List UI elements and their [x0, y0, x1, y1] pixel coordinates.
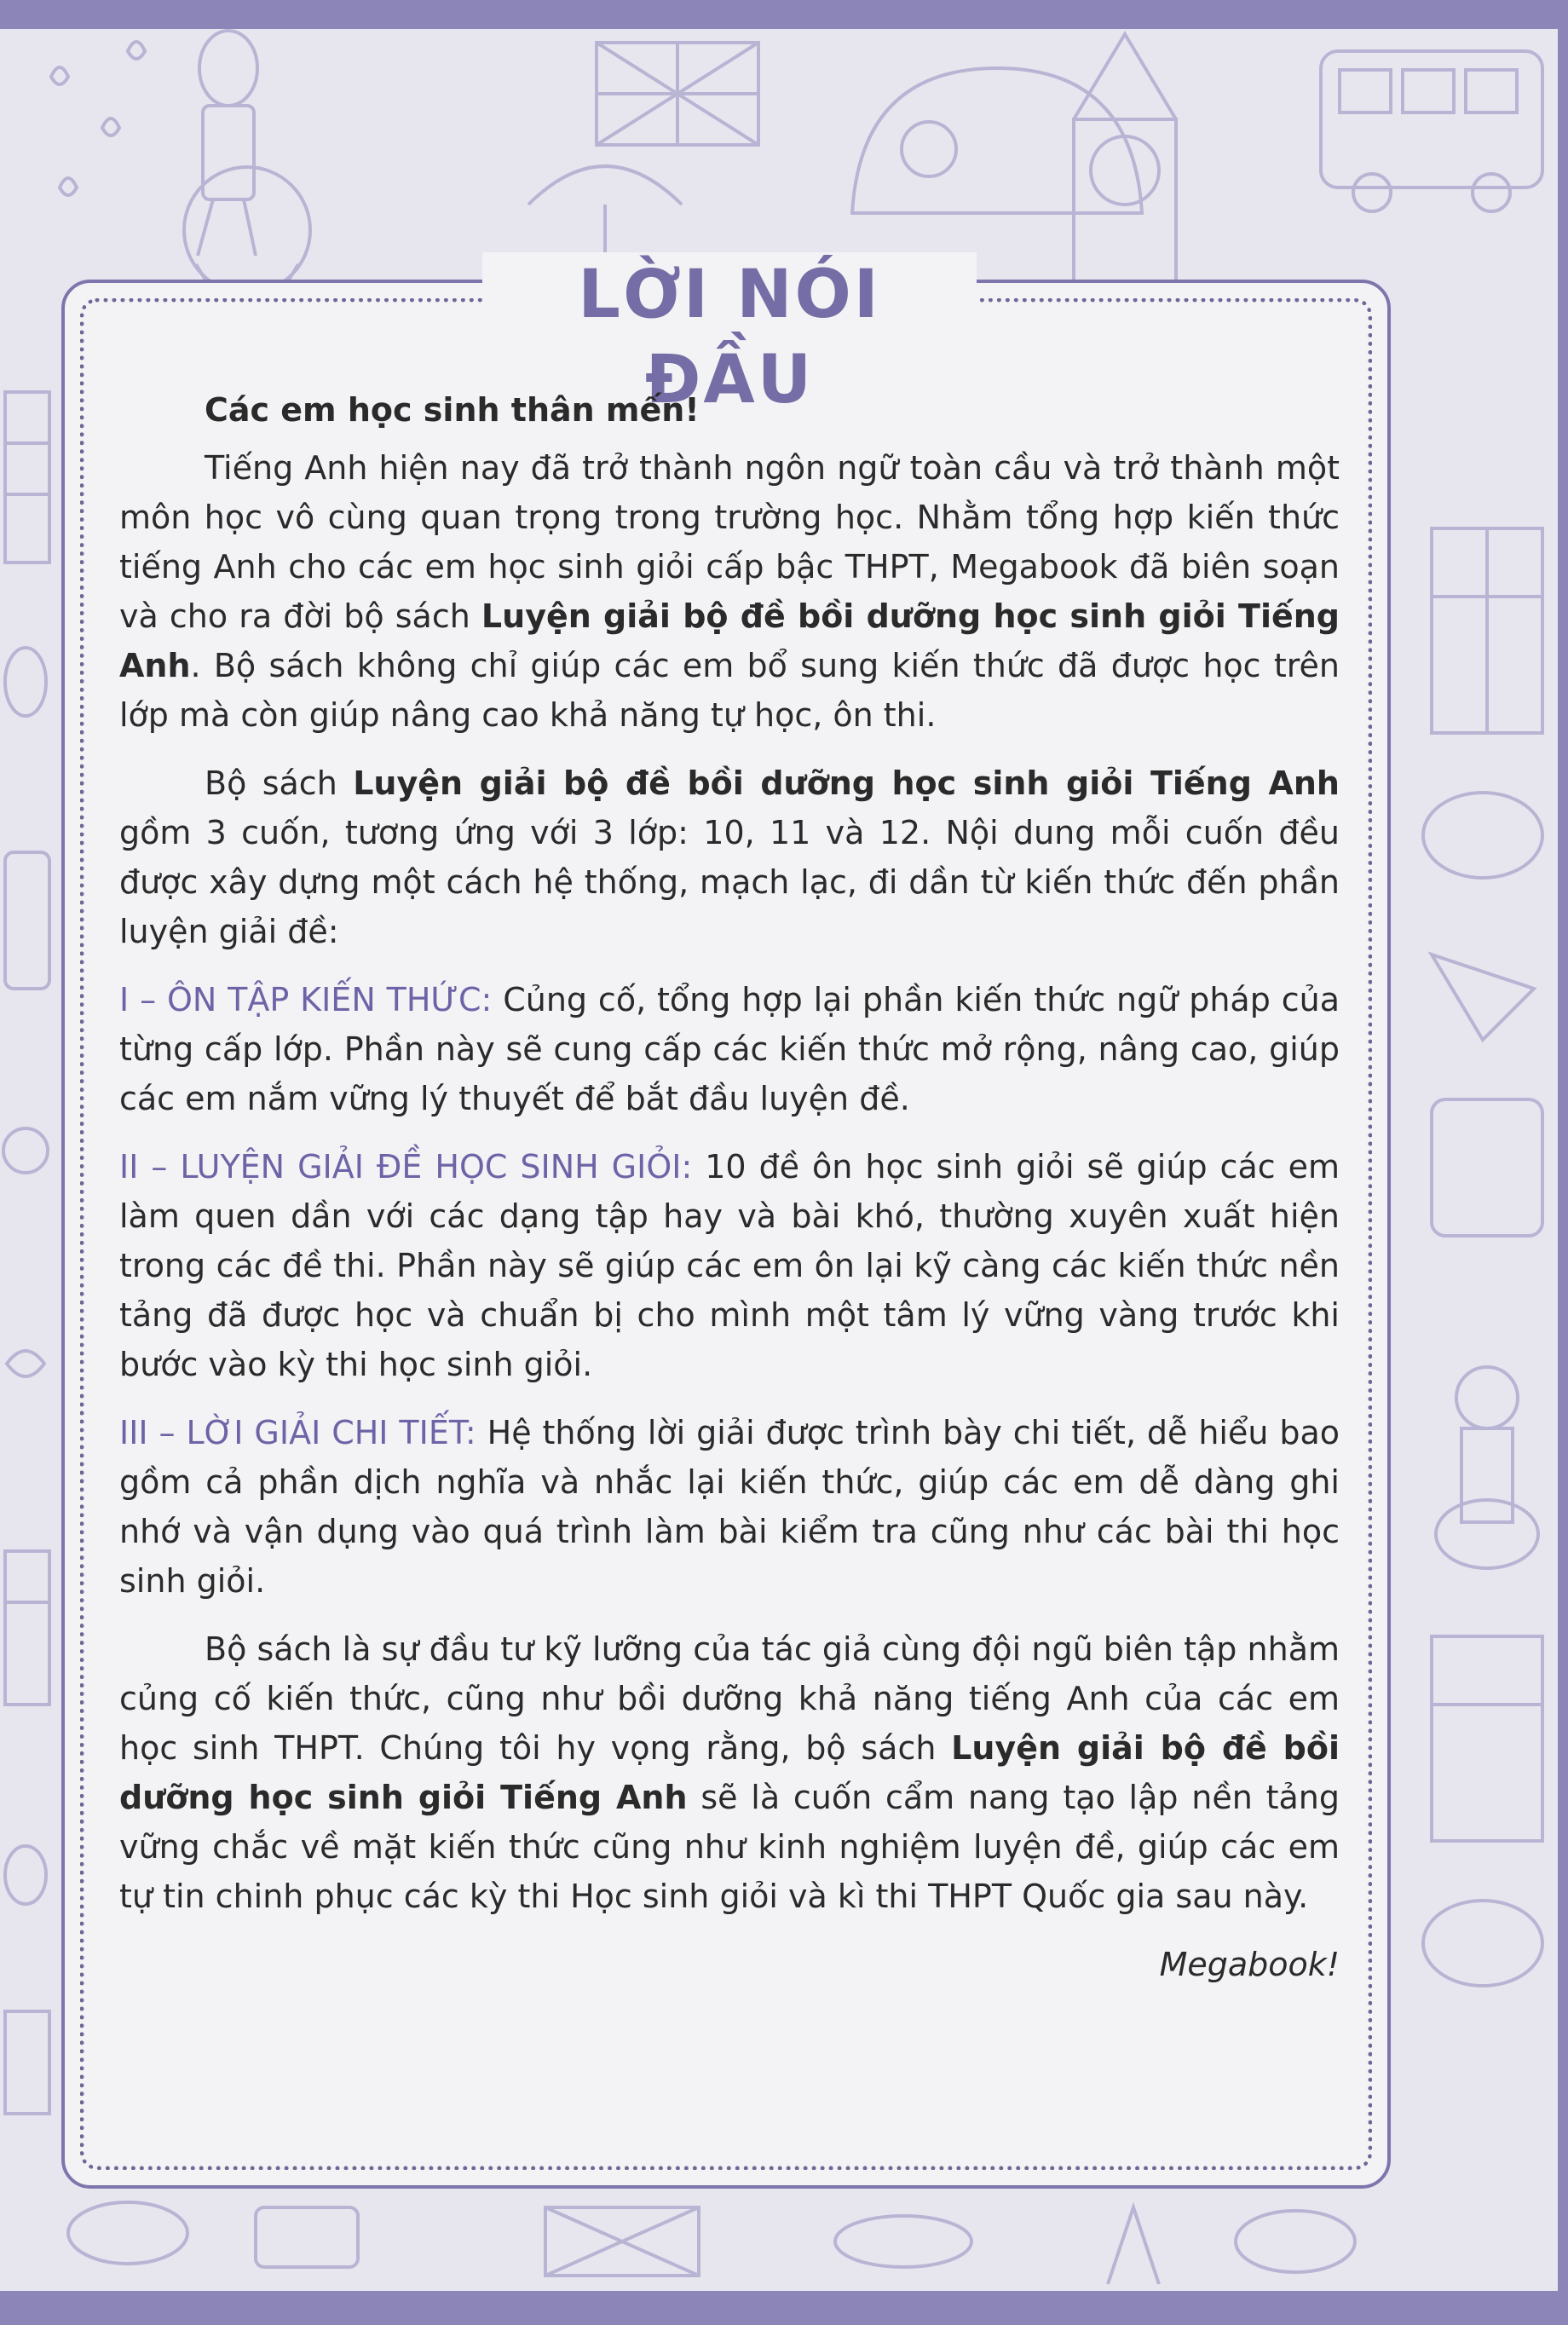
- intro-paragraph: [119, 443, 1340, 740]
- section-text: 10 đề ôn học sinh giỏi sẽ giúp các em làm quen dần với các dạng tập hay và bài khó, thường xuyên xuất hiện trong các đề thi. Phần này sẽ giúp các em ôn lại kỹ càng các kiến thức nền tảng đã được học và chuẩn bị cho mình một tâm lý vững vàng trước khi bước vào kỳ thi học sinh giỏi.: [119, 1148, 1340, 1383]
- preface-body: [119, 385, 1340, 1989]
- section-practice-exams: [119, 1142, 1340, 1389]
- structure-text-start: Bộ sách: [205, 764, 354, 802]
- book-title-bold: Luyện giải bộ đề bồi dưỡng học sinh giỏi Tiếng Anh: [119, 597, 1340, 684]
- intro-text-start: Tiếng Anh hiện nay đã trở thành ngôn ngữ toàn cầu và trở thành một môn học vô cùng quan trọng trong trường học. Nhằm tổng hợp kiến thức tiếng Anh cho các em học sinh giỏi cấp bậc THPT, Megabook đã biên soạn và cho ra đời bộ sách: [119, 449, 1340, 635]
- signature: Megabook!: [1159, 1946, 1340, 1983]
- section-label: III – LỜI GIẢI CHI TIẾT:: [119, 1414, 476, 1451]
- closing-text-end: sẽ là cuốn cẩm nang tạo lập nền tảng vững chắc về mặt kiến thức cũng như kinh nghiệm luyện đề, giúp các em tự tin chinh phục các kỳ thi Học sinh giỏi và kì thi THPT Quốc gia sau này.: [119, 1779, 1340, 1915]
- section-review-knowledge: [119, 975, 1340, 1123]
- right-column-doodles: [1423, 528, 1542, 1986]
- section-text: Hệ thống lời giải được trình bày chi tiết, dễ hiểu bao gồm cả phần dịch nghĩa và nhắc lại kiến thức, giúp các em dễ dàng ghi nhớ và vận dụng vào quá trình làm bài kiểm tra cũng như các bài thi học sinh giỏi.: [119, 1414, 1340, 1600]
- section-label: II – LUYỆN GIẢI ĐỀ HỌC SINH GIỎI:: [119, 1148, 693, 1186]
- book-title-bold: Luyện giải bộ đề bồi dưỡng học sinh giỏi Tiếng Anh: [353, 764, 1340, 802]
- big-ben-doodle: [1074, 34, 1176, 290]
- structure-paragraph: [119, 759, 1340, 956]
- book-title-bold: Luyện giải bộ đề bồi dưỡng học sinh giỏi Tiếng Anh: [119, 1729, 1340, 1816]
- closing-text-start: Bộ sách là sự đầu tư kỹ lưỡng của tác giả cùng đội ngũ biên tập nhằm củng cố kiến thức, cũng như bồi dưỡng khả năng tiếng Anh của các em học sinh THPT. Chúng tôi hy vọng rằng, bộ sách: [119, 1630, 1340, 1767]
- intro-text-end: . Bộ sách không chỉ giúp các em bổ sung kiến thức đã được học trên lớp mà còn giúp nâng cao khả năng tự học, ôn thi.: [119, 647, 1340, 734]
- structure-text-end: gồm 3 cuốn, tương ứng với 3 lớp: 10, 11 và 12. Nội dung mỗi cuốn đều được xây dựng một cách hệ thống, mạch lạc, đi dần từ kiến thức đến phần luyện giải đề:: [119, 814, 1340, 950]
- bottom-row-doodles: [68, 2202, 1355, 2284]
- page-title: LỜI NÓI ĐẦU: [578, 257, 881, 418]
- greeting: Các em học sinh thân mến!: [205, 391, 700, 429]
- raindrop-doodles: [51, 42, 145, 195]
- left-column-doodles: [3, 392, 49, 2114]
- bus-doodle-top-right: [1321, 51, 1542, 211]
- closing-paragraph: [119, 1624, 1340, 1921]
- guard-doodle-top-left: [198, 31, 257, 256]
- section-label: I – ÔN TẬP KIẾN THỨC:: [119, 981, 493, 1018]
- flag-doodle-top: [597, 43, 758, 145]
- section-text: Củng cố, tổng hợp lại phần kiến thức ngữ pháp của từng cấp lớp. Phần này sẽ cung cấp các kiến thức mở rộng, nâng cao, giúp các em nắm vững lý thuyết để bắt đầu luyện đề.: [119, 981, 1340, 1117]
- section-detailed-solutions: [119, 1408, 1340, 1606]
